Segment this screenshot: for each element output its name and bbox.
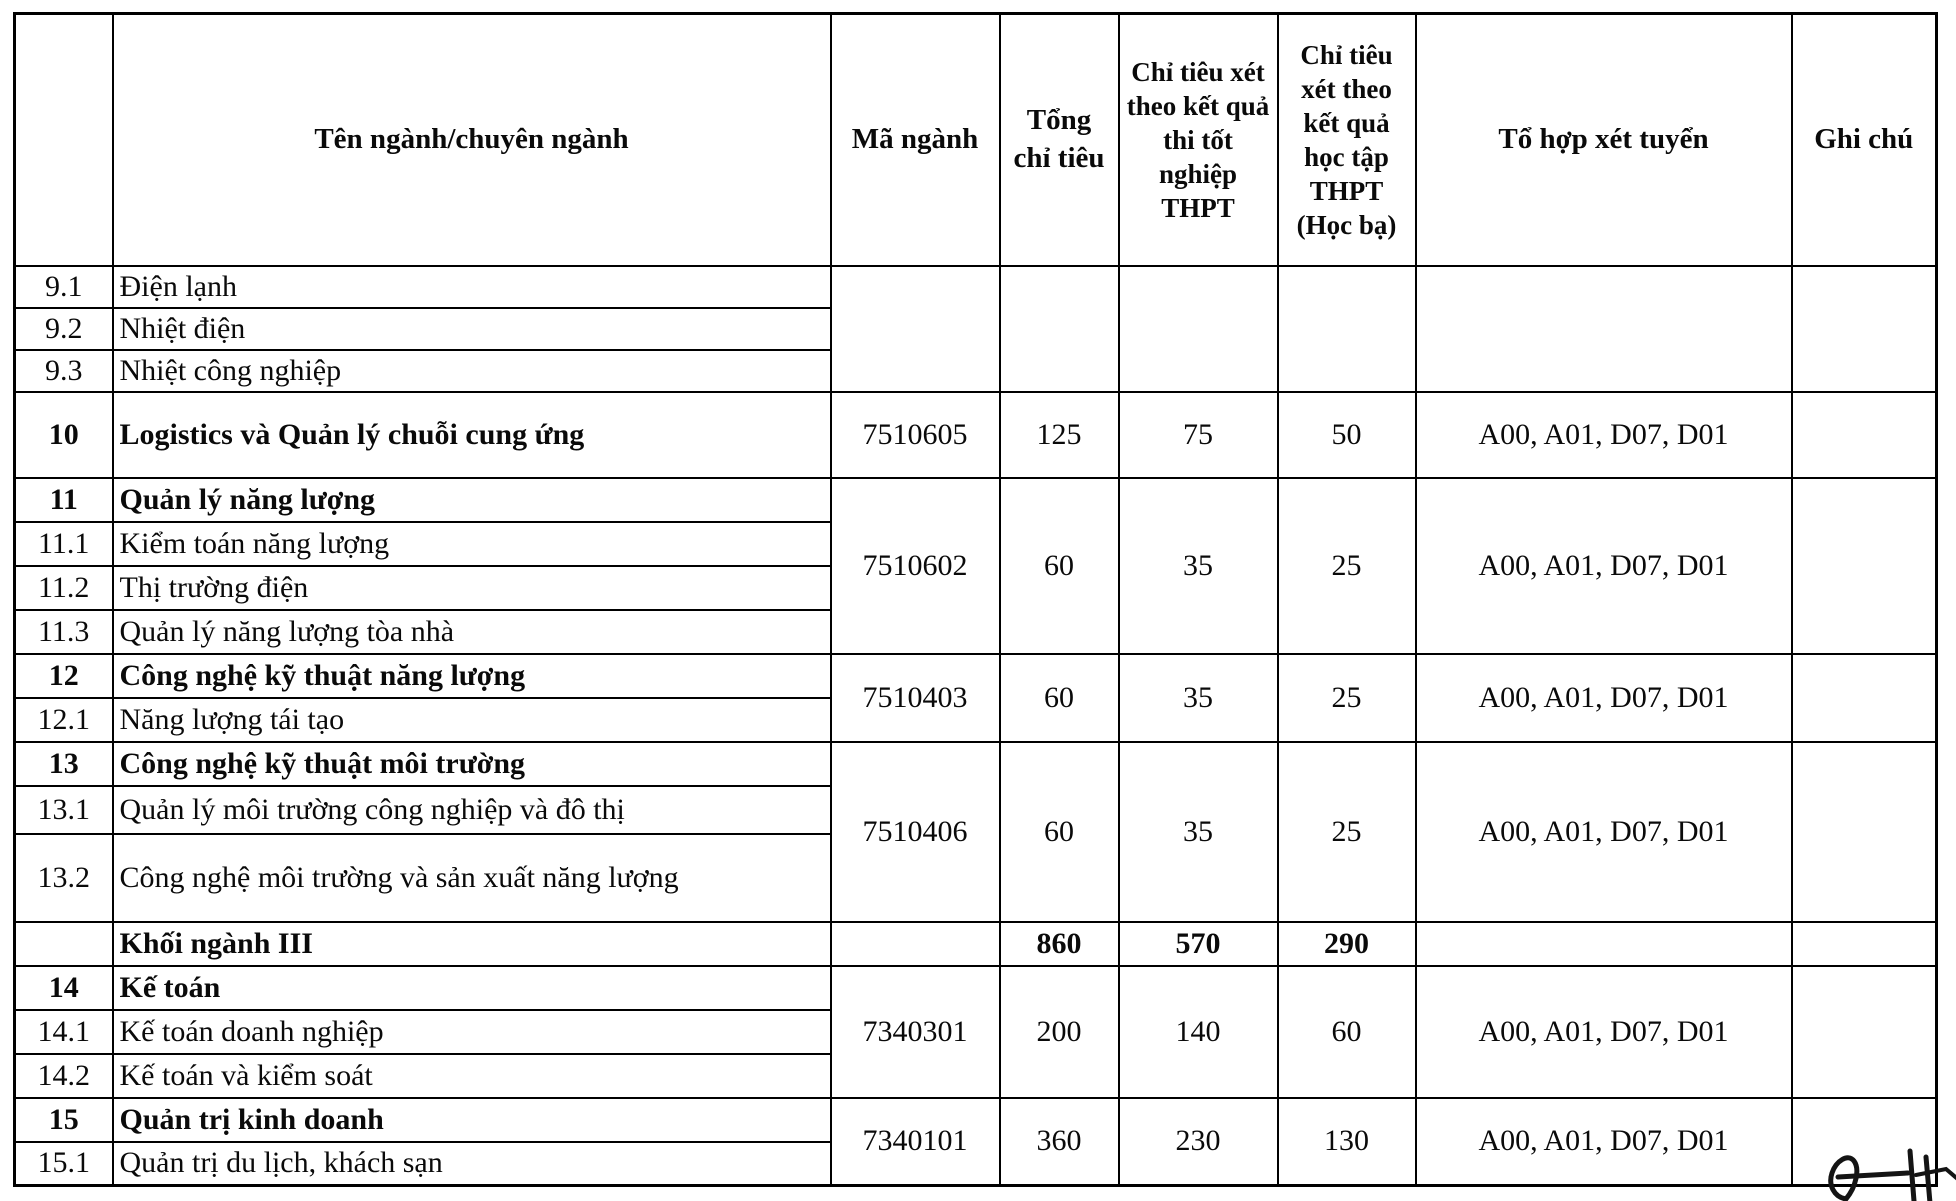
cell-exam: 140 bbox=[1119, 966, 1278, 1098]
cell-name: Khối ngành III bbox=[113, 922, 831, 966]
table-row bbox=[15, 266, 1937, 308]
cell-transcript: 25 bbox=[1278, 654, 1416, 742]
cell-exam: 35 bbox=[1119, 654, 1278, 742]
cell-name: Năng lượng tái tạo bbox=[113, 698, 831, 742]
cell-name: Thị trường điện bbox=[113, 566, 831, 610]
col-header-tong-chi-tieu: Tổng chỉ tiêu bbox=[1000, 14, 1119, 266]
cell-note bbox=[1792, 392, 1937, 478]
col-header-num bbox=[15, 14, 113, 266]
cell-total: 200 bbox=[1000, 966, 1119, 1098]
cell-exam: 230 bbox=[1119, 1098, 1278, 1186]
cell-num: 14.2 bbox=[15, 1054, 113, 1098]
cell-exam: 75 bbox=[1119, 392, 1278, 478]
col-header-ghi-chu: Ghi chú bbox=[1792, 14, 1937, 266]
admission-quota-table bbox=[13, 12, 1938, 1187]
cell-num: 13.1 bbox=[15, 786, 113, 834]
section-row bbox=[15, 922, 1937, 966]
cell-num: 12.1 bbox=[15, 698, 113, 742]
cell-num: 12 bbox=[15, 654, 113, 698]
cell-total: 125 bbox=[1000, 392, 1119, 478]
cell-num: 9.1 bbox=[15, 266, 113, 308]
cell-transcript: 130 bbox=[1278, 1098, 1416, 1186]
cell-num: 13 bbox=[15, 742, 113, 786]
col-header-to-hop: Tổ hợp xét tuyển bbox=[1416, 14, 1792, 266]
cell-total: 860 bbox=[1000, 922, 1119, 966]
cell-num: 15 bbox=[15, 1098, 113, 1142]
cell-note bbox=[1792, 742, 1937, 922]
cell-num: 13.2 bbox=[15, 834, 113, 922]
cell-name: Logistics và Quản lý chuỗi cung ứng bbox=[113, 392, 831, 478]
col-header-chi-tieu-thi: Chỉ tiêu xét theo kết quả thi tốt nghiệp THPT bbox=[1119, 14, 1278, 266]
cell-exam: 570 bbox=[1119, 922, 1278, 966]
cell-transcript: 290 bbox=[1278, 922, 1416, 966]
cell-exam bbox=[1119, 266, 1278, 392]
cell-num: 15.1 bbox=[15, 1142, 113, 1186]
cell-code: 7510605 bbox=[831, 392, 1000, 478]
cell-name: Nhiệt công nghiệp bbox=[113, 350, 831, 392]
cell-exam: 35 bbox=[1119, 742, 1278, 922]
cell-code: 7340101 bbox=[831, 1098, 1000, 1186]
cell-name: Điện lạnh bbox=[113, 266, 831, 308]
cell-num: 14.1 bbox=[15, 1010, 113, 1054]
cell-num bbox=[15, 922, 113, 966]
cell-combo bbox=[1416, 922, 1792, 966]
cell-code: 7510602 bbox=[831, 478, 1000, 654]
header-row bbox=[15, 14, 1937, 266]
table-row bbox=[15, 742, 1937, 786]
cell-num: 11.3 bbox=[15, 610, 113, 654]
cell-exam: 35 bbox=[1119, 478, 1278, 654]
cell-combo bbox=[1416, 266, 1792, 392]
cell-num: 11.1 bbox=[15, 522, 113, 566]
cell-total: 60 bbox=[1000, 742, 1119, 922]
cell-note bbox=[1792, 654, 1937, 742]
col-header-chi-tieu-hoc-ba: Chỉ tiêu xét theo kết quả học tập THPT (Học bạ) bbox=[1278, 14, 1416, 266]
cell-name: Công nghệ môi trường và sản xuất năng lượng bbox=[113, 834, 831, 922]
cell-total: 360 bbox=[1000, 1098, 1119, 1186]
cell-num: 14 bbox=[15, 966, 113, 1010]
cell-combo: A00, A01, D07, D01 bbox=[1416, 392, 1792, 478]
cell-combo: A00, A01, D07, D01 bbox=[1416, 478, 1792, 654]
cell-transcript: 60 bbox=[1278, 966, 1416, 1098]
cell-name: Quản lý năng lượng bbox=[113, 478, 831, 522]
cell-transcript: 25 bbox=[1278, 742, 1416, 922]
cell-note bbox=[1792, 966, 1937, 1098]
cell-name: Công nghệ kỹ thuật năng lượng bbox=[113, 654, 831, 698]
cell-code: 7340301 bbox=[831, 966, 1000, 1098]
cell-name: Kiểm toán năng lượng bbox=[113, 522, 831, 566]
col-header-nganh: Tên ngành/chuyên ngành bbox=[113, 14, 831, 266]
cell-total: 60 bbox=[1000, 654, 1119, 742]
cell-total bbox=[1000, 266, 1119, 392]
table-row bbox=[15, 392, 1937, 478]
cell-transcript: 50 bbox=[1278, 392, 1416, 478]
cell-num: 11 bbox=[15, 478, 113, 522]
cell-num: 9.2 bbox=[15, 308, 113, 350]
cell-code bbox=[831, 922, 1000, 966]
cell-combo: A00, A01, D07, D01 bbox=[1416, 742, 1792, 922]
cell-name: Quản trị kinh doanh bbox=[113, 1098, 831, 1142]
cell-num: 11.2 bbox=[15, 566, 113, 610]
cell-total: 60 bbox=[1000, 478, 1119, 654]
col-header-ma-nganh: Mã ngành bbox=[831, 14, 1000, 266]
cell-code: 7510406 bbox=[831, 742, 1000, 922]
table-row bbox=[15, 966, 1937, 1010]
cell-num: 9.3 bbox=[15, 350, 113, 392]
cell-combo: A00, A01, D07, D01 bbox=[1416, 1098, 1792, 1186]
cell-combo: A00, A01, D07, D01 bbox=[1416, 966, 1792, 1098]
table-row bbox=[15, 1098, 1937, 1142]
cell-transcript: 25 bbox=[1278, 478, 1416, 654]
cell-name: Quản lý năng lượng tòa nhà bbox=[113, 610, 831, 654]
cell-transcript bbox=[1278, 266, 1416, 392]
cell-name: Kế toán bbox=[113, 966, 831, 1010]
cell-note bbox=[1792, 266, 1937, 392]
cell-num: 10 bbox=[15, 392, 113, 478]
cell-name: Công nghệ kỹ thuật môi trường bbox=[113, 742, 831, 786]
cell-name: Nhiệt điện bbox=[113, 308, 831, 350]
cell-code bbox=[831, 266, 1000, 392]
cell-name: Kế toán doanh nghiệp bbox=[113, 1010, 831, 1054]
table-row bbox=[15, 478, 1937, 522]
cell-name: Kế toán và kiểm soát bbox=[113, 1054, 831, 1098]
handwritten-ink-mark bbox=[1812, 1141, 1956, 1201]
table-row bbox=[15, 654, 1937, 698]
cell-name: Quản lý môi trường công nghiệp và đô thị bbox=[113, 786, 831, 834]
cell-name: Quản trị du lịch, khách sạn bbox=[113, 1142, 831, 1186]
cell-combo: A00, A01, D07, D01 bbox=[1416, 654, 1792, 742]
cell-note bbox=[1792, 922, 1937, 966]
cell-code: 7510403 bbox=[831, 654, 1000, 742]
cell-note bbox=[1792, 478, 1937, 654]
